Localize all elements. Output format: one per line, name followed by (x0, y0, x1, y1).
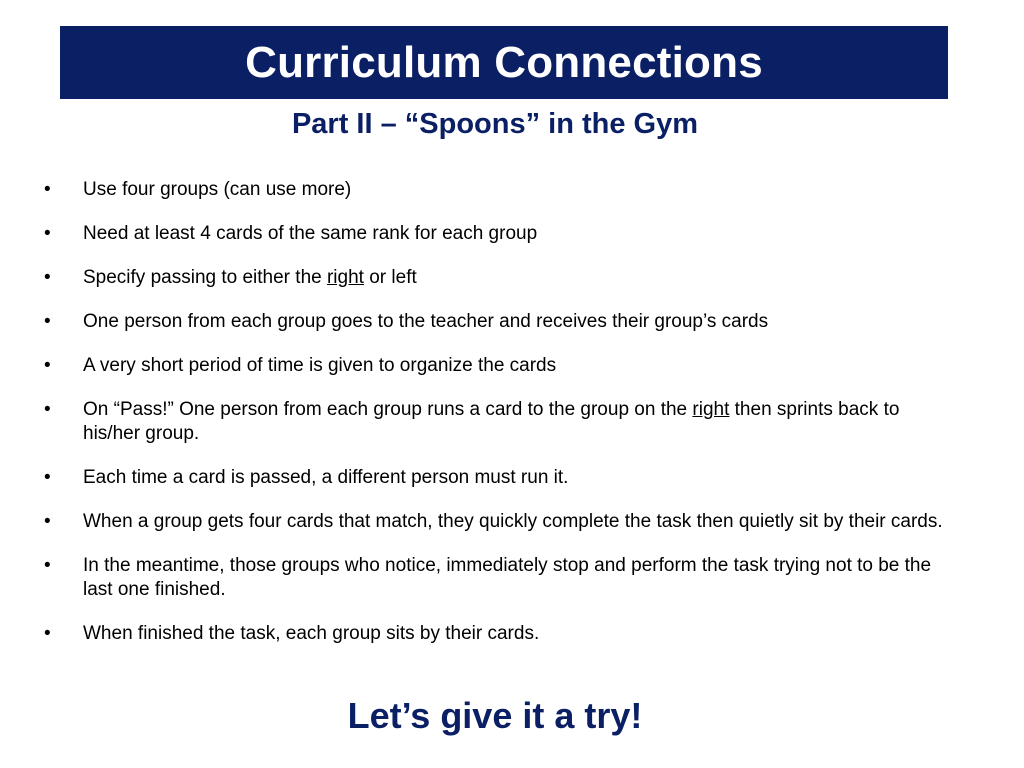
bullet-item (40, 222, 960, 246)
bullet-text: Need at least 4 cards of the same rank for each group (83, 223, 538, 244)
bullet-text: In the meantime, those groups who notice, immediately stop and perform the task trying not to be the last one finished. (83, 555, 932, 600)
bullet-dot-icon: • (44, 511, 51, 532)
bullet-dot-icon: • (44, 223, 51, 244)
slide-title: Curriculum Connections (245, 37, 763, 87)
closing-callout: Let’s give it a try! (347, 695, 643, 736)
bullet-text-pre: On “Pass!” One person from each group runs a card to the group on the (83, 399, 693, 420)
bullet-dot-icon: • (44, 355, 51, 376)
bullet-text (83, 399, 899, 444)
bullet-item (40, 554, 960, 602)
bullet-item (40, 178, 960, 202)
bullet-text: A very short period of time is given to organize the cards (83, 355, 557, 376)
bullet-dot-icon: • (44, 467, 51, 488)
bullet-item (40, 354, 960, 378)
title-bar (60, 26, 948, 99)
bullet-item (40, 266, 960, 290)
bullet-text-post: then sprints back to his/her group. (83, 399, 900, 444)
bullet-dot-icon: • (44, 555, 51, 576)
bullet-dot-icon: • (44, 623, 51, 644)
bullet-dot-icon: • (44, 311, 51, 332)
bullet-text: Use four groups (can use more) (83, 179, 352, 200)
bullet-text: Each time a card is passed, a different person must run it. (83, 467, 569, 488)
bullet-dot-icon: • (44, 267, 51, 288)
bullet-item (40, 510, 960, 534)
bullet-text-underlined: right (326, 267, 364, 288)
bullet-item (40, 466, 960, 490)
bullet-dot-icon: • (44, 179, 51, 200)
bullet-text (83, 267, 417, 288)
bullet-text-pre: Specify passing to either the (83, 267, 327, 288)
bullet-list (40, 178, 960, 666)
slide-subtitle: Part II – “Spoons” in the Gym (291, 108, 699, 140)
bullet-text-post: or left (363, 267, 417, 288)
bullet-text: One person from each group goes to the teacher and receives their group’s cards (83, 311, 769, 332)
bullet-item (40, 622, 960, 646)
bullet-dot-icon: • (44, 399, 51, 420)
bullet-text-underlined: right (692, 399, 730, 420)
bullet-item (40, 398, 960, 446)
bullet-item (40, 310, 960, 334)
bullet-text: When a group gets four cards that match, they quickly complete the task then quietly sit by their cards. (83, 511, 943, 532)
bullet-text: When finished the task, each group sits by their cards. (83, 623, 540, 644)
